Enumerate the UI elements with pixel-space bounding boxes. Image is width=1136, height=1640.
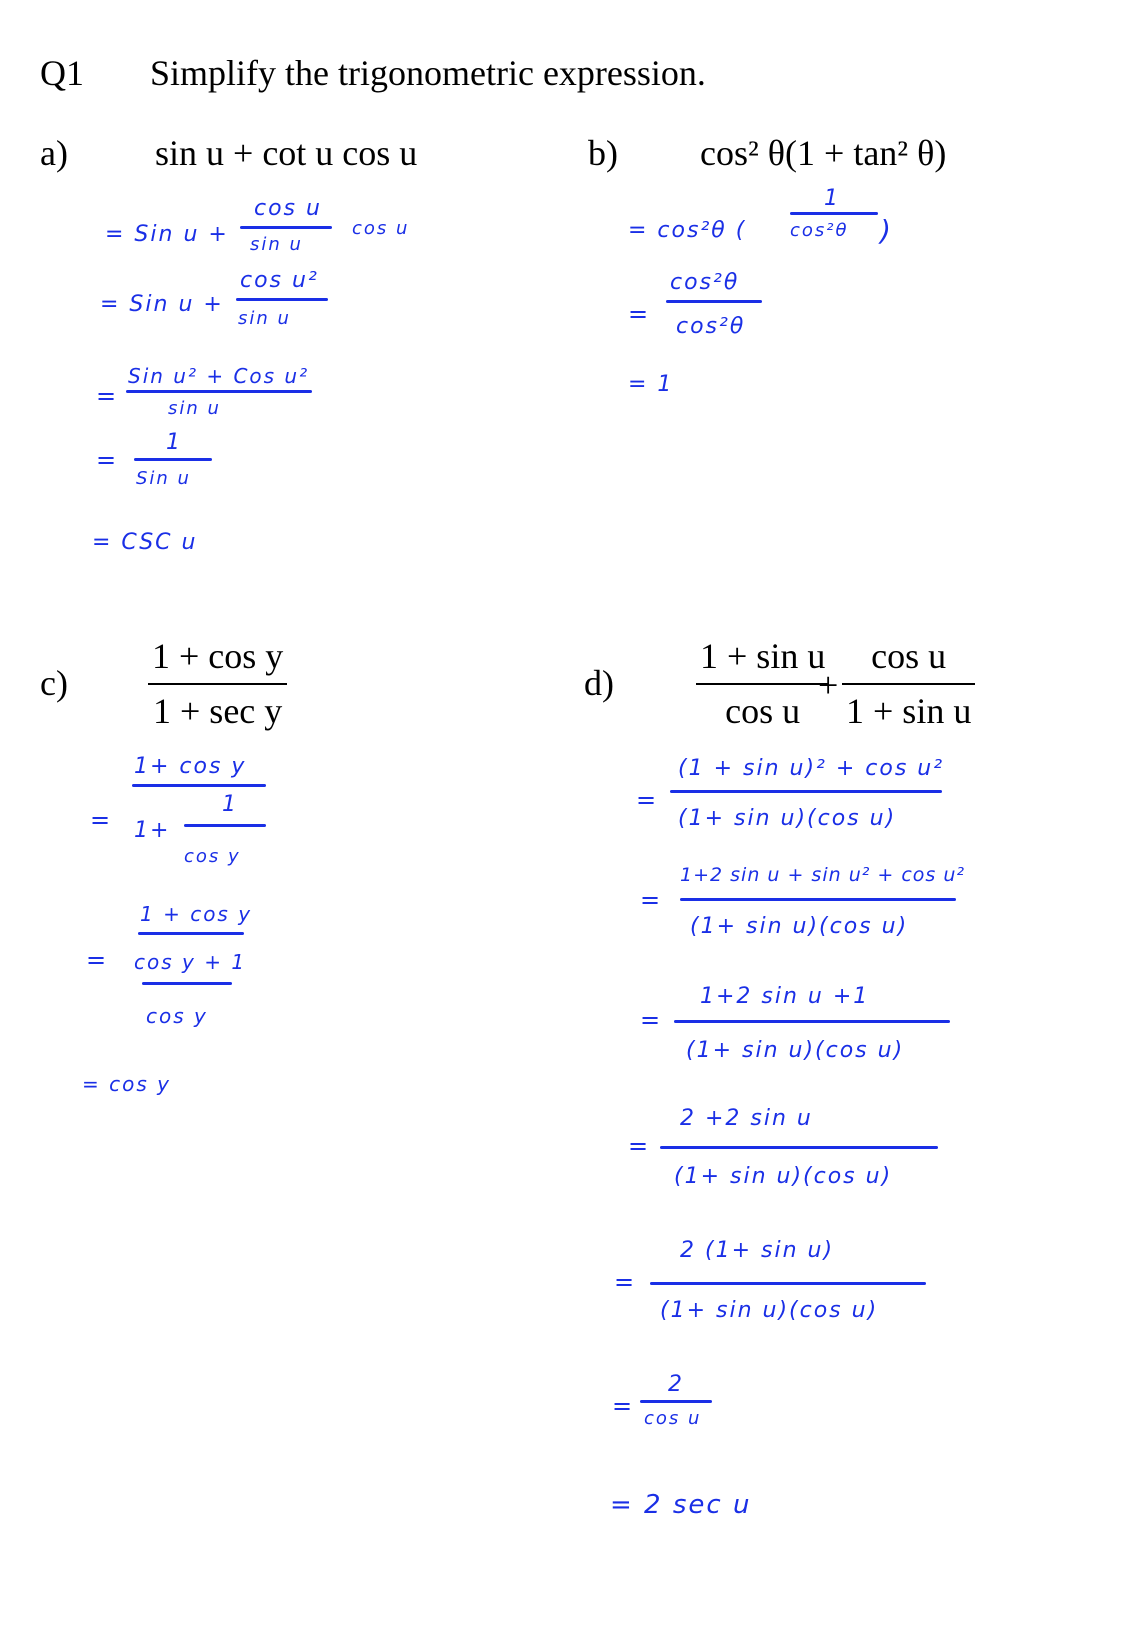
part-c-label: c): [40, 663, 68, 703]
a-step4-equals: =: [96, 446, 117, 474]
d-step1-equals: =: [636, 786, 657, 814]
d-step2-num: 1+2 sin u + sin u² + cos u²: [680, 864, 966, 886]
d-step1-num: (1 + sin u)² + cos u²: [678, 756, 945, 781]
c-step2-inner-fraction-bar: [142, 982, 232, 985]
d-problem-plus: +: [818, 665, 839, 705]
question-instruction: Simplify the trigonometric expression.: [150, 53, 706, 93]
c-step2-num: 1 + cos y: [140, 902, 253, 926]
c-step2-fraction-bar: [138, 932, 244, 935]
b-step2-equals: =: [628, 300, 649, 328]
a-step3-fraction-bar: [126, 390, 312, 393]
d-step7-result: = 2 sec u: [610, 1490, 752, 1520]
a-step2-lead: = Sin u +: [100, 292, 224, 317]
part-b-label: b): [588, 133, 618, 173]
d-step1-den: (1+ sin u)(cos u): [678, 806, 897, 831]
b-step1-den: cos²θ: [790, 220, 849, 241]
b-step1-close: ): [880, 214, 893, 247]
part-c-problem: [148, 634, 287, 734]
d-step5-equals: =: [614, 1268, 635, 1296]
a-step2-fraction-bar: [236, 298, 328, 301]
a-step4-den: Sin u: [136, 468, 191, 489]
c-step2-den-num: cos y + 1: [134, 950, 247, 974]
c-step1-equals: =: [90, 806, 111, 834]
part-a-problem: sin u + cot u cos u: [155, 133, 418, 173]
d-step4-den: (1+ sin u)(cos u): [674, 1164, 893, 1189]
a-step3-equals: =: [96, 382, 117, 410]
part-b-problem: cos² θ(1 + tan² θ): [700, 133, 947, 173]
a-step1-num: cos u: [254, 196, 322, 221]
d-step3-num: 1+2 sin u +1: [700, 984, 870, 1009]
a-step1-lead: = Sin u +: [105, 222, 229, 247]
c-step1-den-lead: 1+: [134, 818, 171, 843]
c-step2-equals: =: [86, 946, 107, 974]
part-a-label: a): [40, 133, 68, 173]
c-step1-inner-fraction-bar: [184, 824, 266, 827]
b-step1-fraction-bar: [790, 212, 878, 215]
a-step4-fraction-bar: [134, 458, 212, 461]
part-d-label: d): [584, 663, 614, 703]
c-problem-fraction-bar: [148, 683, 287, 685]
a-step3-num: Sin u² + Cos u²: [128, 364, 310, 388]
d-step5-den: (1+ sin u)(cos u): [660, 1298, 879, 1323]
b-step2-num: cos²θ: [670, 270, 740, 295]
d-step1-fraction-bar: [670, 790, 942, 793]
d-step6-fraction-bar: [640, 1400, 712, 1403]
d-step5-num: 2 (1+ sin u): [680, 1238, 835, 1263]
d-step3-equals: =: [640, 1006, 661, 1034]
d-step2-den: (1+ sin u)(cos u): [690, 914, 909, 939]
d-step4-fraction-bar: [660, 1146, 938, 1149]
a-step2-num: cos u²: [240, 268, 319, 293]
c-step1-den-num: 1: [222, 792, 238, 817]
c-step1-den-den: cos y: [184, 846, 241, 867]
a-step1-fraction-bar: [240, 226, 332, 229]
c-step3-result: = cos y: [82, 1072, 171, 1096]
d-step4-equals: =: [628, 1132, 649, 1160]
question-number: Q1: [40, 53, 84, 93]
part-d-problem-fraction-a: [696, 634, 829, 734]
c-step1-num: 1+ cos y: [134, 754, 247, 779]
d-problem-b-fraction-bar: [842, 683, 975, 685]
d-step5-fraction-bar: [650, 1282, 926, 1285]
d-step6-equals: =: [612, 1392, 633, 1420]
c-problem-denominator: 1 + sec y: [153, 691, 283, 731]
d-problem-b-denominator: 1 + sin u: [846, 691, 972, 731]
d-step3-den: (1+ sin u)(cos u): [686, 1038, 905, 1063]
c-problem-numerator: 1 + cos y: [152, 636, 284, 676]
a-step2-den: sin u: [238, 308, 291, 329]
d-problem-a-denominator: cos u: [725, 691, 801, 731]
a-step1-den: sin u: [250, 234, 303, 255]
d-problem-a-numerator: 1 + sin u: [700, 636, 826, 676]
d-step3-fraction-bar: [674, 1020, 950, 1023]
d-step4-num: 2 +2 sin u: [680, 1106, 813, 1131]
b-step2-den: cos²θ: [676, 314, 746, 339]
a-step3-den: sin u: [168, 398, 221, 419]
d-problem-b-numerator: cos u: [871, 636, 947, 676]
d-step6-den: cos u: [644, 1408, 702, 1429]
d-step2-equals: =: [640, 886, 661, 914]
c-step1-fraction-bar: [132, 784, 266, 787]
d-problem-a-fraction-bar: [696, 683, 829, 685]
b-step1-num: 1: [824, 186, 840, 211]
a-step5-result: = CSC u: [92, 530, 198, 555]
b-step1-lead: = cos²θ (: [628, 218, 747, 243]
d-step6-num: 2: [668, 1372, 684, 1397]
c-step2-den-den: cos y: [146, 1004, 208, 1028]
b-step2-fraction-bar: [666, 300, 762, 303]
b-step3-result: = 1: [628, 372, 674, 397]
d-step2-fraction-bar: [680, 898, 956, 901]
part-d-problem-fraction-b: [842, 634, 975, 734]
a-step1-tail: cos u: [352, 218, 410, 239]
a-step4-num: 1: [166, 430, 182, 455]
